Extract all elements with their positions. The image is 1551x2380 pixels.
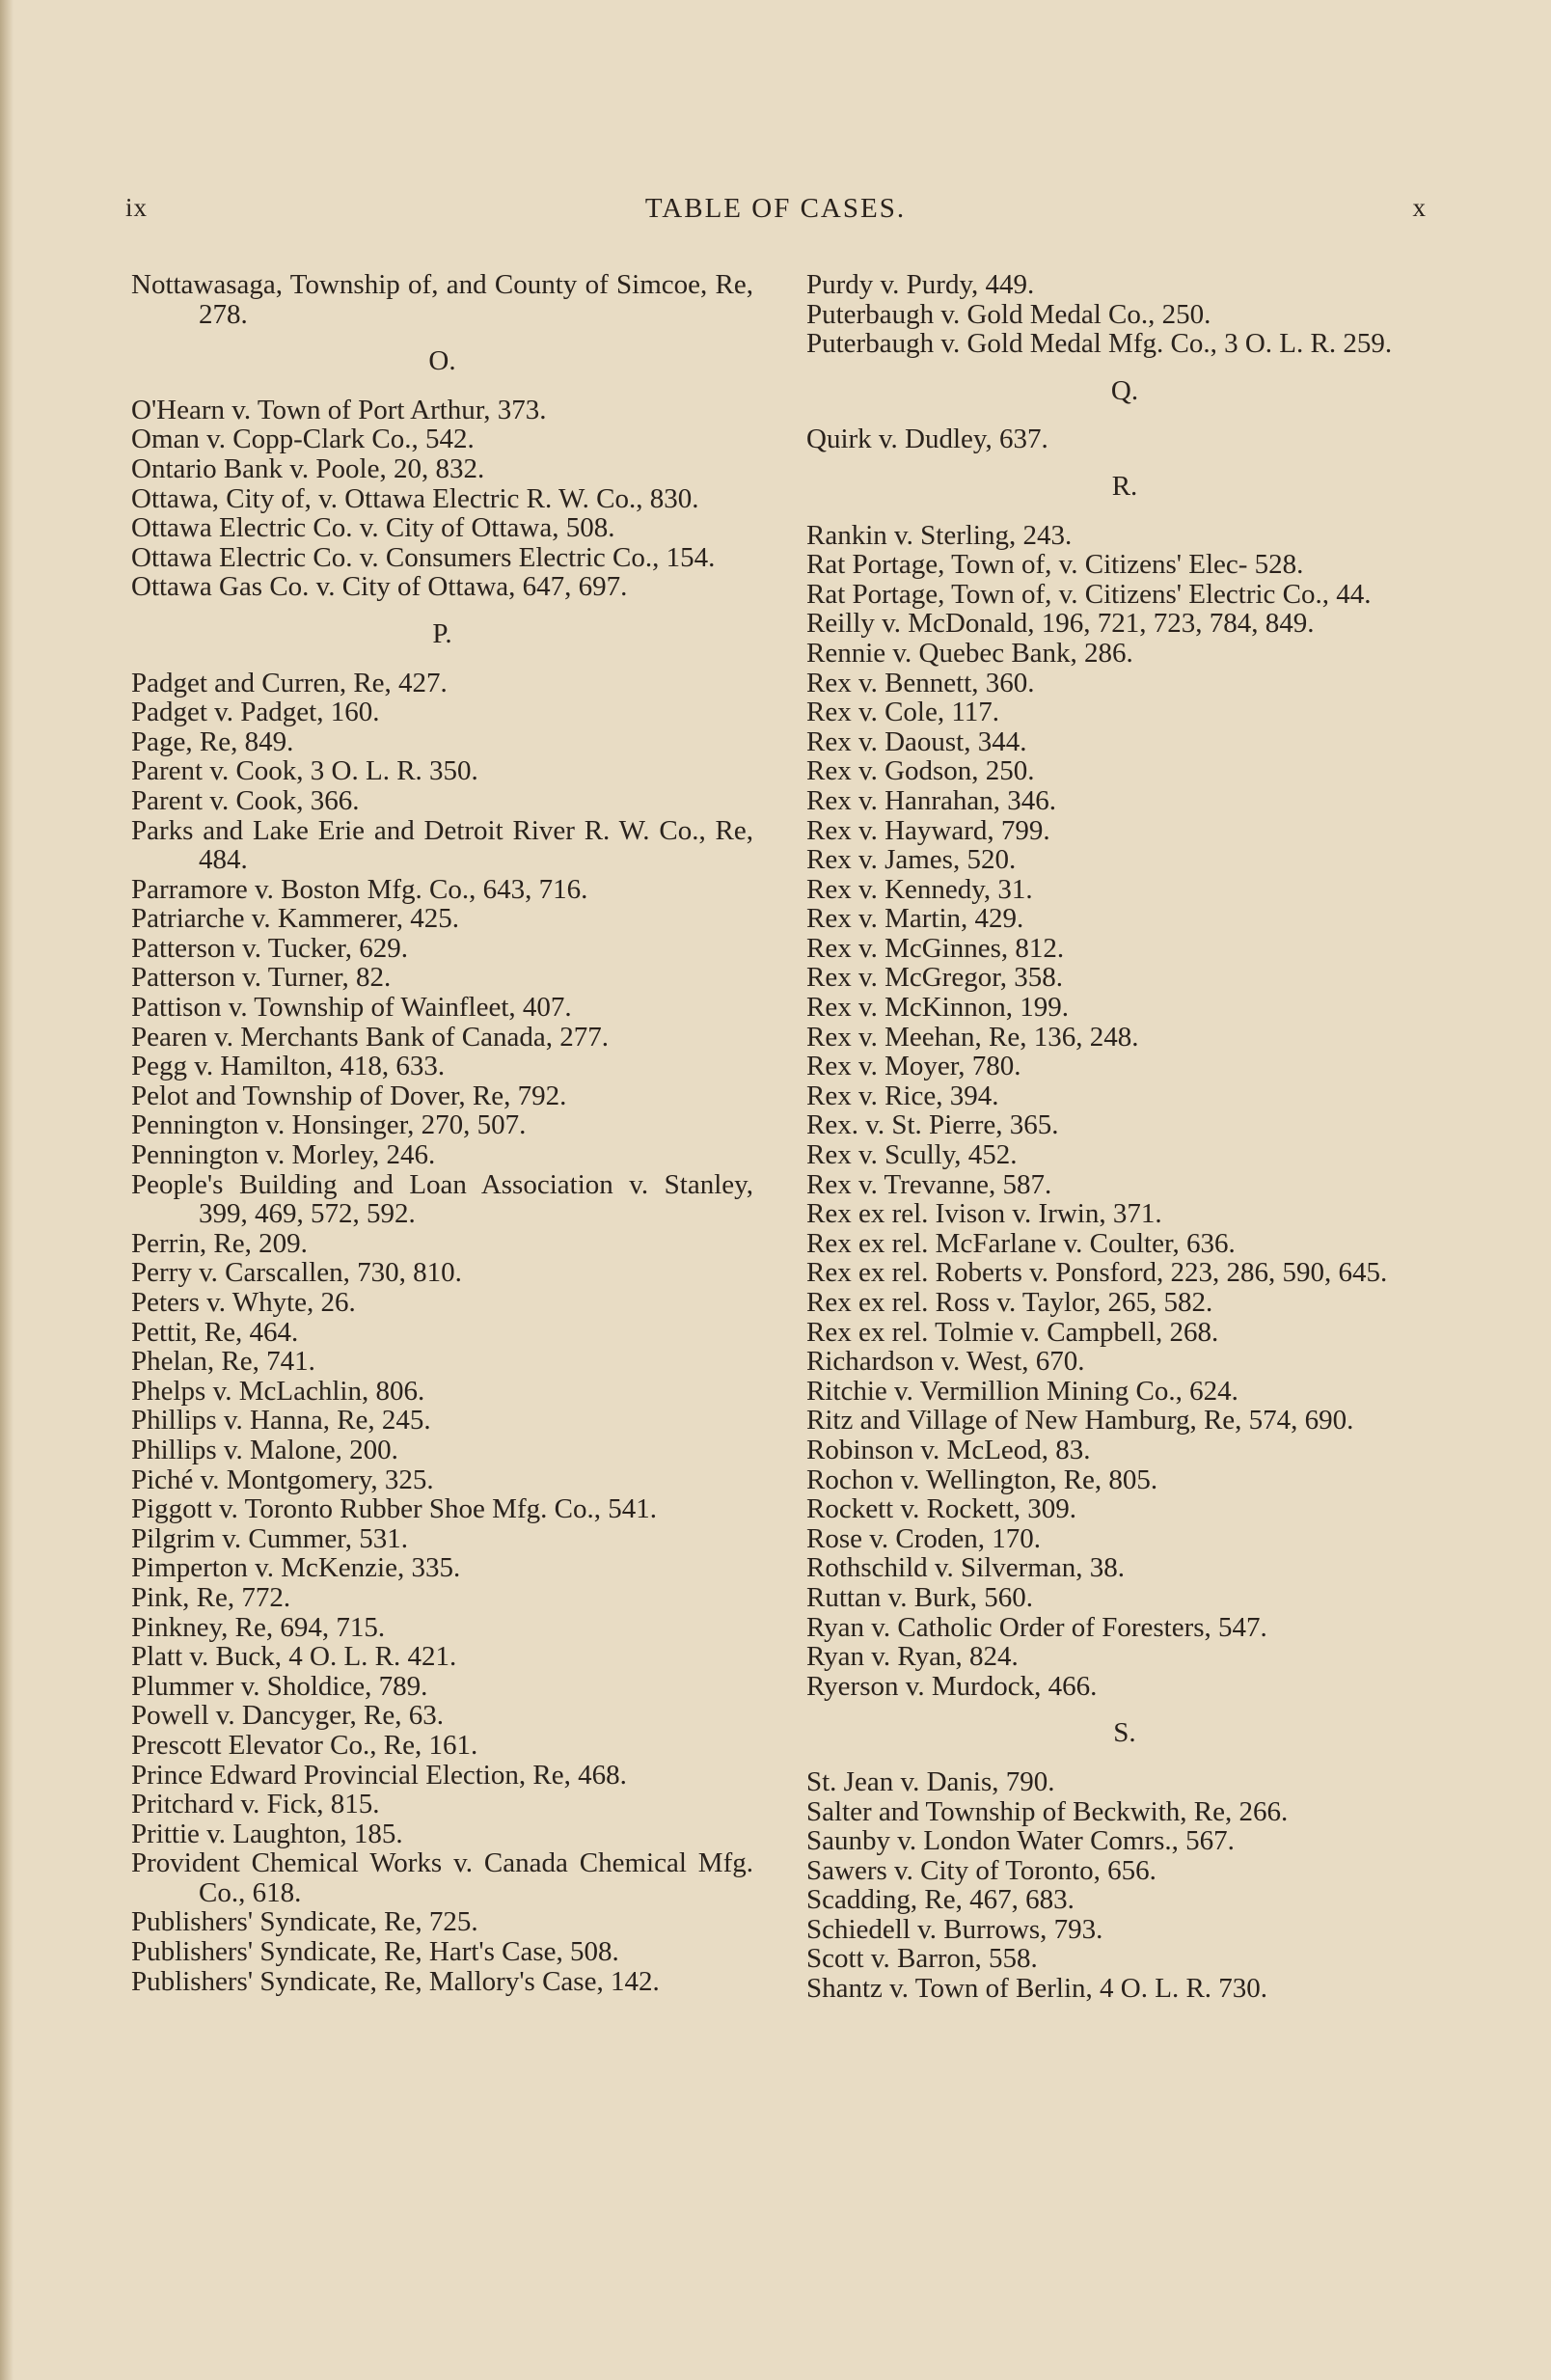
case-entry: Pink, Re, 772. (131, 1581, 291, 1613)
case-entry: Sawers v. City of Toronto, 656. (806, 1854, 1156, 1886)
case-entry: Patterson v. Turner, 82. (131, 962, 392, 994)
case-entry: Ryan v. Catholic Order of Foresters, 547. (806, 1611, 1267, 1643)
page-binding-edge (0, 0, 14, 2380)
left-page-number: ix (125, 193, 149, 222)
case-entry: Rothschild v. Silverman, 38. (806, 1552, 1125, 1584)
case-entry: Rex v. Trevanne, 587. (806, 1168, 1052, 1200)
case-entry: Rankin v. Sterling, 243. (806, 519, 1073, 551)
case-entry: Rex ex rel. Ross v. Taylor, 265, 582. (806, 1287, 1213, 1318)
case-entry: Platt v. Buck, 4 O. L. R. 421. (131, 1641, 457, 1673)
case-entry: Ottawa, City of, v. Ottawa Electric R. W. Co., 830. (131, 482, 699, 514)
case-entry: Rex v. Daoust, 344. (806, 725, 1027, 757)
case-entry: Oman v. Copp-Clark Co., 542. (131, 424, 475, 455)
case-entry: Ruttan v. Burk, 560. (806, 1581, 1033, 1613)
case-entry: Schiedell v. Burrows, 793. (806, 1913, 1103, 1945)
case-entry: Pennington v. Morley, 246. (131, 1139, 436, 1171)
case-entry: Ottawa Electric Co. v. Consumers Electric Co., 154. (131, 541, 716, 573)
case-entry: People's Building and Loan Association v. Stanley, 399, 469, 572, 592. (131, 1168, 753, 1230)
case-entry: St. Jean v. Danis, 790. (806, 1765, 1055, 1797)
case-entry: Rex v. Scully, 452. (806, 1139, 1018, 1171)
case-entry: Perry v. Carscallen, 730, 810. (131, 1257, 462, 1289)
case-entry: Ritchie v. Vermillion Mining Co., 624. (806, 1375, 1238, 1407)
case-entry: Parent v. Cook, 366. (131, 784, 360, 816)
case-entry: Ritz and Village of New Hamburg, Re, 574, 690. (806, 1405, 1354, 1436)
case-entry: Quirk v. Dudley, 637. (806, 424, 1048, 455)
case-entry: Peters v. Whyte, 26. (131, 1287, 356, 1318)
case-entry: Rex ex rel. Tolmie v. Campbell, 268. (806, 1316, 1219, 1348)
case-entry: Ottawa Electric Co. v. City of Ottawa, 508. (131, 512, 615, 544)
case-entry: Piché v. Montgomery, 325. (131, 1464, 434, 1495)
case-entry: Rat Portage, Town of, v. Citizens' Electric Co., 44. (806, 578, 1372, 610)
case-entry: Piggott v. Toronto Rubber Shoe Mfg. Co., 541. (131, 1493, 657, 1525)
case-entry: Ontario Bank v. Poole, 20, 832. (131, 452, 485, 484)
case-entry: Saunby v. London Water Comrs., 567. (806, 1825, 1235, 1857)
case-entry: Scadding, Re, 467, 683. (806, 1884, 1075, 1916)
case-entry: Puterbaugh v. Gold Medal Co., 250. (806, 298, 1211, 330)
case-entry: Pettit, Re, 464. (131, 1316, 299, 1348)
case-entry: Rockett v. Rockett, 309. (806, 1493, 1077, 1525)
case-entry: Phillips v. Hanna, Re, 245. (131, 1405, 431, 1436)
case-entry: Rex ex rel. Ivison v. Irwin, 371. (806, 1198, 1162, 1230)
case-entry: Pimperton v. McKenzie, 335. (131, 1552, 461, 1584)
case-entry: Rex v. Moyer, 780. (806, 1051, 1021, 1082)
case-entry: Reilly v. McDonald, 196, 721, 723, 784, 849. (806, 608, 1315, 640)
case-entry: Phelps v. McLachlin, 806. (131, 1375, 425, 1407)
page-title: TABLE OF CASES. (644, 193, 907, 224)
case-entry: Shantz v. Town of Berlin, 4 O. L. R. 730. (806, 1973, 1268, 2005)
case-entry: Padget and Curren, Re, 427. (131, 667, 448, 698)
case-entry: Rex v. Godson, 250. (806, 755, 1035, 787)
case-entry: Pilgrim v. Cummer, 531. (131, 1522, 408, 1554)
case-entry: Prittie v. Laughton, 185. (131, 1818, 403, 1849)
case-entry: Rex v. McKinnon, 199. (806, 992, 1069, 1024)
case-entry: Patterson v. Tucker, 629. (131, 932, 408, 964)
case-entry: Prescott Elevator Co., Re, 161. (131, 1729, 478, 1761)
left-column (131, 270, 753, 1996)
case-entry: Publishers' Syndicate, Re, Mallory's Case, 142. (131, 1965, 660, 1997)
case-entry: Rex v. Cole, 117. (806, 697, 1000, 728)
case-entry: Phillips v. Malone, 200. (131, 1434, 398, 1465)
case-entry: Rex v. Meehan, Re, 136, 248. (806, 1021, 1139, 1053)
section-letter: S. (1113, 1717, 1136, 1749)
case-entry: O'Hearn v. Town of Port Arthur, 373. (131, 394, 547, 425)
case-entry: Nottawasaga, Township of, and County of Simcoe, Re, 278. (131, 269, 753, 330)
section-letter: R. (1111, 470, 1138, 502)
page-header (0, 193, 1551, 241)
case-entry: Rex v. Bennett, 360. (806, 667, 1035, 698)
case-entry: Pearen v. Merchants Bank of Canada, 277. (131, 1021, 609, 1053)
case-entry: Rex v. Martin, 429. (806, 903, 1024, 935)
case-entry: Puterbaugh v. Gold Medal Mfg. Co., 3 O. L. R. 259. (806, 328, 1393, 360)
case-entry: Rex v. McGregor, 358. (806, 962, 1063, 994)
case-entry: Pennington v. Honsinger, 270, 507. (131, 1109, 527, 1141)
case-entry: Padget v. Padget, 160. (131, 697, 380, 728)
right-column (806, 270, 1443, 2004)
case-entry: Rex v. James, 520. (806, 844, 1017, 876)
section-letter: P. (432, 617, 452, 649)
case-entry: Publishers' Syndicate, Re, 725. (131, 1906, 478, 1938)
case-entry: Rat Portage, Town of, v. Citizens' Elec- 528. (806, 549, 1304, 581)
case-entry: Plummer v. Sholdice, 789. (131, 1670, 428, 1702)
case-entry: Pritchard v. Fick, 815. (131, 1789, 380, 1820)
case-entry: Pinkney, Re, 694, 715. (131, 1611, 386, 1643)
case-entry: Phelan, Re, 741. (131, 1346, 315, 1378)
case-entry: Ottawa Gas Co. v. City of Ottawa, 647, 697. (131, 571, 628, 603)
right-page-number: x (1412, 193, 1426, 222)
case-entry: Pegg v. Hamilton, 418, 633. (131, 1051, 446, 1082)
case-entry: Pelot and Township of Dover, Re, 792. (131, 1080, 567, 1111)
case-entry: Provident Chemical Works v. Canada Chemical Mfg. Co., 618. (131, 1847, 753, 1908)
case-entry: Rex v. McGinnes, 812. (806, 932, 1065, 964)
case-entry: Rex v. Rice, 394. (806, 1080, 999, 1111)
case-entry: Rex v. Hanrahan, 346. (806, 784, 1057, 816)
case-entry: Publishers' Syndicate, Re, Hart's Case, 508. (131, 1936, 619, 1968)
case-entry: Rochon v. Wellington, Re, 805. (806, 1464, 1158, 1495)
case-entry: Parent v. Cook, 3 O. L. R. 350. (131, 755, 478, 787)
case-entry: Parramore v. Boston Mfg. Co., 643, 716. (131, 873, 588, 905)
case-entry: Salter and Township of Beckwith, Re, 266. (806, 1795, 1289, 1827)
case-entry: Rose v. Croden, 170. (806, 1522, 1041, 1554)
case-entry: Rex ex rel. Roberts v. Ponsford, 223, 286, 590, 645. (806, 1257, 1388, 1289)
case-entry: Perrin, Re, 209. (131, 1227, 308, 1259)
case-entry: Rennie v. Quebec Bank, 286. (806, 637, 1133, 669)
case-entry: Scott v. Barron, 558. (806, 1943, 1038, 1975)
case-entry: Prince Edward Provincial Election, Re, 468. (131, 1759, 627, 1791)
case-entry: Rex ex rel. McFarlane v. Coulter, 636. (806, 1227, 1236, 1259)
case-entry: Patriarche v. Kammerer, 425. (131, 903, 459, 935)
section-letter: Q. (1110, 374, 1139, 406)
case-entry: Ryan v. Ryan, 824. (806, 1641, 1019, 1673)
section-letter: O. (428, 345, 456, 377)
case-entry: Pattison v. Township of Wainfleet, 407. (131, 992, 572, 1024)
case-entry: Page, Re, 849. (131, 725, 294, 757)
case-entry: Rex v. Hayward, 799. (806, 814, 1050, 846)
case-entry: Parks and Lake Erie and Detroit River R. W. Co., Re, 484. (131, 814, 753, 876)
case-entry: Powell v. Dancyger, Re, 63. (131, 1700, 444, 1732)
case-entry: Rex v. Kennedy, 31. (806, 873, 1033, 905)
case-entry: Purdy v. Purdy, 449. (806, 269, 1035, 300)
case-entry: Rex. v. St. Pierre, 365. (806, 1109, 1059, 1141)
case-entry: Ryerson v. Murdock, 466. (806, 1670, 1098, 1702)
case-entry: Richardson v. West, 670. (806, 1346, 1085, 1378)
case-entry: Robinson v. McLeod, 83. (806, 1434, 1091, 1465)
